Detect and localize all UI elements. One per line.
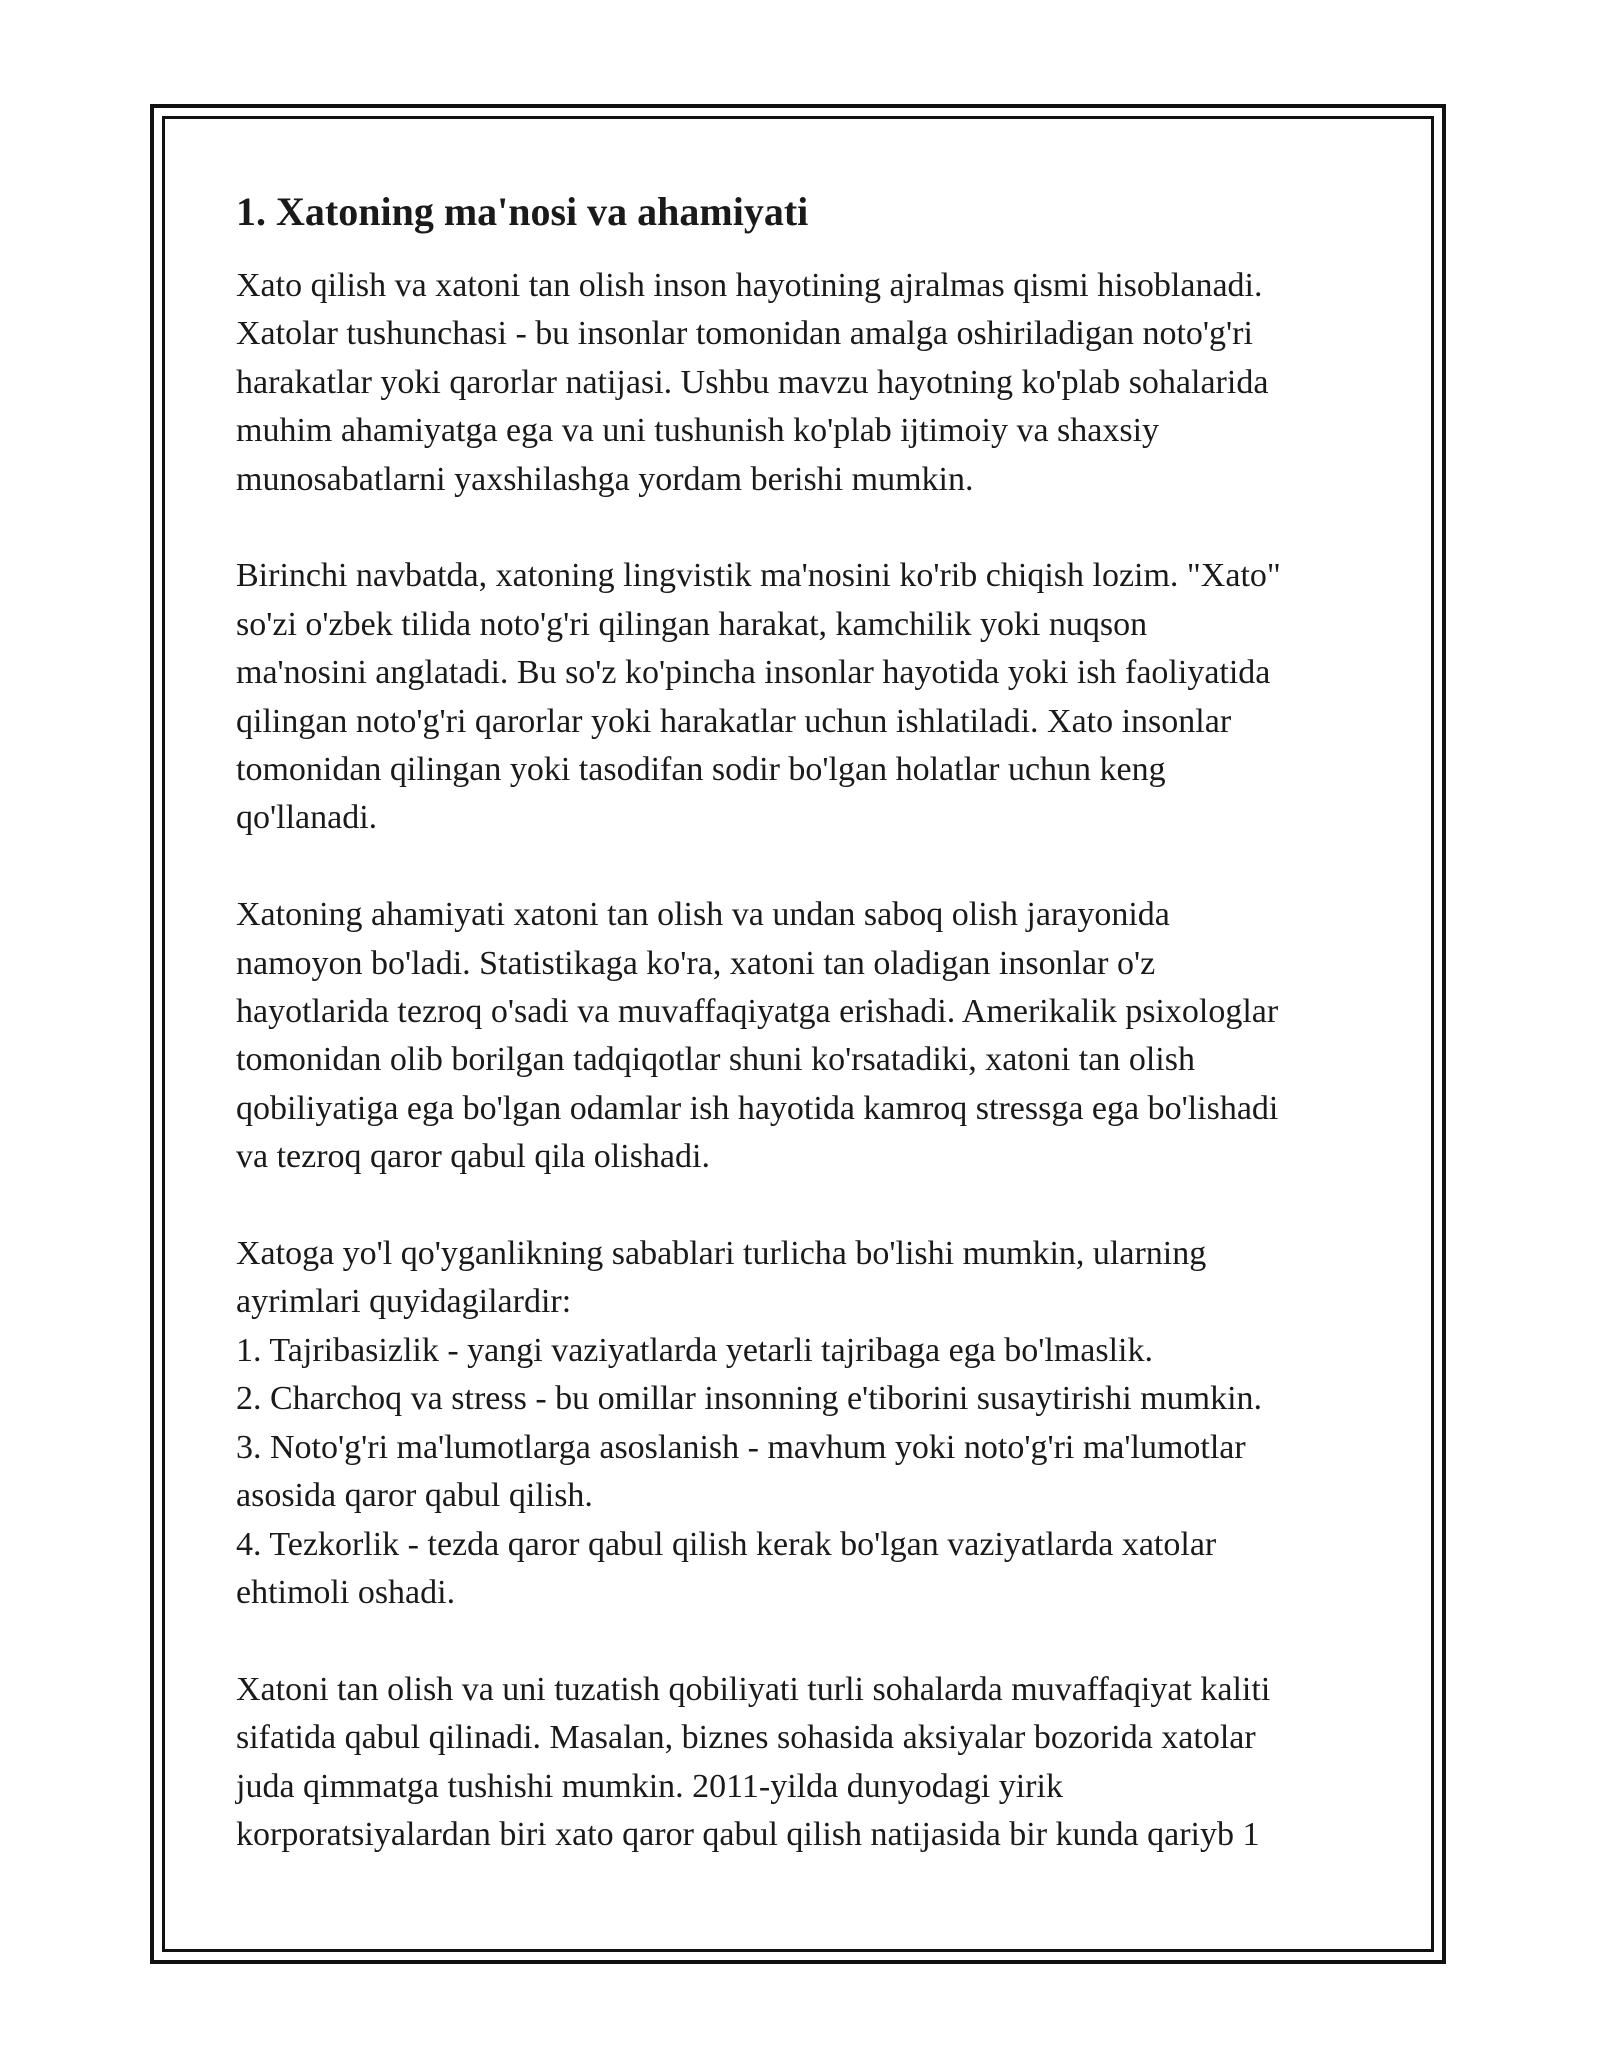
text-line: harakatlar yoki qarorlar natijasi. Ushbu mavzu hayotning ko'plab sohalarida <box>236 363 1269 401</box>
text-line: ehtimoli oshadi. <box>236 1573 456 1611</box>
text-line: hayotlarida tezroq o'sadi va muvaffaqiyatga erishadi. Amerikalik psixologlar <box>236 993 1279 1031</box>
list-item: 2. Charchoq va stress - bu omillar insonning e'tiborini susaytirishi mumkin. <box>236 1380 1263 1418</box>
text-line: qilingan noto'g'ri qarorlar yoki harakatlar uchun ishlatiladi. Xato insonlar <box>236 702 1232 740</box>
text-line: ayrimlari quyidagilardir: <box>236 1283 572 1321</box>
list-item: 1. Tajribasizlik - yangi vaziyatlarda yetarli tajribaga ega bo'lmaslik. <box>236 1331 1154 1369</box>
text-line: Xatoga yo'l qo'yganlikning sabablari turlicha bo'lishi mumkin, ularning <box>236 1235 1207 1273</box>
text-line: muhim ahamiyatga ega va uni tushunish ko'plab ijtimoiy va shaxsiy <box>236 412 1160 450</box>
paragraph-2 <box>236 552 1386 842</box>
text-line: korporatsiyalardan biri xato qaror qabul qilish natijasida bir kunda qariyb 1 <box>236 1815 1260 1853</box>
paragraph-4 <box>236 1230 1386 1617</box>
text-line: ma'nosini anglatadi. Bu so'z ko'pincha insonlar hayotida yoki ish faoliyatida <box>236 654 1271 692</box>
text-line: Xatoning ahamiyati xatoni tan olish va undan saboq olish jarayonida <box>236 896 1170 934</box>
text-line: so'zi o'zbek tilida noto'g'ri qilingan harakat, kamchilik yoki nuqson <box>236 605 1148 643</box>
text-line: Birinchi navbatda, xatoning lingvistik ma'nosini ko'rib chiqish lozim. "Xato" <box>236 557 1281 595</box>
paragraph-1 <box>236 262 1386 504</box>
text-line: Xatoni tan olish va uni tuzatish qobiliyati turli sohalarda muvaffaqiyat kaliti <box>236 1670 1271 1708</box>
text-line: qobiliyatiga ega bo'lgan odamlar ish hayotida kamroq stressga ega bo'lishadi <box>236 1089 1279 1127</box>
text-line: munosabatlarni yaxshilashga yordam berishi mumkin. <box>236 460 974 498</box>
text-line: tomonidan olib borilgan tadqiqotlar shuni ko'rsatadiki, xatoni tan olish <box>236 1041 1195 1079</box>
text-line: Xatolar tushunchasi - bu insonlar tomonidan amalga oshiriladigan noto'g'ri <box>236 315 1253 353</box>
document-body <box>236 188 1386 1908</box>
list-item: 4. Tezkorlik - tezda qaror qabul qilish kerak bo'lgan vaziyatlarda xatolar <box>236 1525 1217 1563</box>
paragraph-5 <box>236 1666 1386 1860</box>
section-heading: 1. Xatoning ma'nosi va ahamiyati <box>236 189 809 234</box>
text-line: tomonidan qilingan yoki tasodifan sodir bo'lgan holatlar uchun keng <box>236 751 1166 789</box>
list-item: 3. Noto'g'ri ma'lumotlarga asoslanish - mavhum yoki noto'g'ri ma'lumotlar <box>236 1428 1246 1466</box>
text-line: va tezroq qaror qabul qila olishadi. <box>236 1138 710 1176</box>
text-line: qo'llanadi. <box>236 799 378 837</box>
text-line: namoyon bo'ladi. Statistikaga ko'ra, xatoni tan oladigan insonlar o'z <box>236 944 1156 982</box>
text-line: juda qimmatga tushishi mumkin. 2011-yilda dunyodagi yirik <box>236 1767 1063 1805</box>
text-line: sifatida qabul qilinadi. Masalan, biznes sohasida aksiyalar bozorida xatolar <box>236 1719 1256 1757</box>
text-line: asosida qaror qabul qilish. <box>236 1477 593 1515</box>
paragraph-3 <box>236 891 1386 1181</box>
text-line: Xato qilish va xatoni tan olish inson hayotining ajralmas qismi hisoblanadi. <box>236 267 1263 304</box>
